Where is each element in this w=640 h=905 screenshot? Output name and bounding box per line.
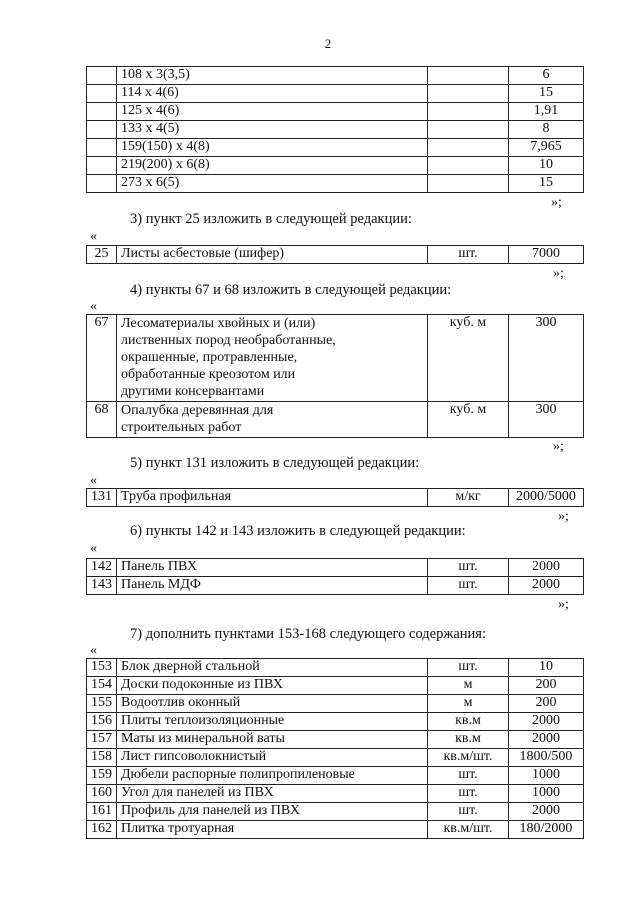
table-row: 159(150) х 4(8) 7,965 xyxy=(87,139,584,157)
closing-quote: »; xyxy=(553,439,564,454)
pipes-table xyxy=(86,66,584,193)
item-table xyxy=(86,314,584,438)
table-row: 108 х 3(3,5) 6 xyxy=(87,67,584,85)
table-row: 162 Плитка тротуарная кв.м/шт. 180/2000 xyxy=(87,821,584,839)
section-heading: 4) пункты 67 и 68 изложить в следующей редакции: xyxy=(130,282,452,298)
table-row: 67 Лесоматериалы хвойных и (или) лиственных пород необработанные, окрашенные, протравленные, обработанные креозотом или другими консервантами куб. м 300 xyxy=(87,315,584,402)
opening-quote: « xyxy=(90,541,97,556)
table-row: 153 Блок дверной стальной шт. 10 xyxy=(87,659,584,677)
table-row: 158 Лист гипсоволокнистый кв.м/шт. 1800/500 xyxy=(87,749,584,767)
opening-quote: « xyxy=(90,473,97,488)
section-heading: 6) пункты 142 и 143 изложить в следующей редакции: xyxy=(130,523,466,539)
item-table xyxy=(86,558,584,595)
table-row: 157 Маты из минеральной ваты кв.м 2000 xyxy=(87,731,584,749)
section-heading: 5) пункт 131 изложить в следующей редакции: xyxy=(130,455,420,471)
item-table xyxy=(86,488,584,507)
table-row: 114 х 4(6) 15 xyxy=(87,85,584,103)
table-row: 68 Опалубка деревянная для строительных работ куб. м 300 xyxy=(87,402,584,438)
item-table xyxy=(86,658,584,839)
table-row: 125 х 4(6) 1,91 xyxy=(87,103,584,121)
table-row: 143 Панель МДФ шт. 2000 xyxy=(87,577,584,595)
closing-quote: »; xyxy=(553,266,564,281)
section-heading: 3) пункт 25 изложить в следующей редакции: xyxy=(130,211,412,227)
page-number: 2 xyxy=(324,36,332,51)
table-row: 155 Водоотлив оконный м 200 xyxy=(87,695,584,713)
table-row: 131 Труба профильная м/кг 2000/5000 xyxy=(87,489,584,507)
table-row: 142 Панель ПВХ шт. 2000 xyxy=(87,559,584,577)
table-row: 154 Доски подоконные из ПВХ м 200 xyxy=(87,677,584,695)
closing-quote: »; xyxy=(558,509,569,524)
closing-quote: »; xyxy=(551,195,562,210)
item-table xyxy=(86,245,584,264)
table-row: 156 Плиты теплоизоляционные кв.м 2000 xyxy=(87,713,584,731)
opening-quote: « xyxy=(90,299,97,314)
table-row: 161 Профиль для панелей из ПВХ шт. 2000 xyxy=(87,803,584,821)
table-row: 160 Угол для панелей из ПВХ шт. 1000 xyxy=(87,785,584,803)
table-row: 159 Дюбели распорные полипропиленовые шт. 1000 xyxy=(87,767,584,785)
table-row: 219(200) х 6(8) 10 xyxy=(87,157,584,175)
table-row: 133 х 4(5) 8 xyxy=(87,121,584,139)
opening-quote: « xyxy=(90,643,97,658)
table-row: 273 х 6(5) 15 xyxy=(87,175,584,193)
table-row: 25 Листы асбестовые (шифер) шт. 7000 xyxy=(87,246,584,264)
closing-quote: »; xyxy=(558,597,569,612)
section-heading: 7) дополнить пунктами 153-168 следующего содержания: xyxy=(130,626,487,642)
opening-quote: « xyxy=(90,229,97,244)
